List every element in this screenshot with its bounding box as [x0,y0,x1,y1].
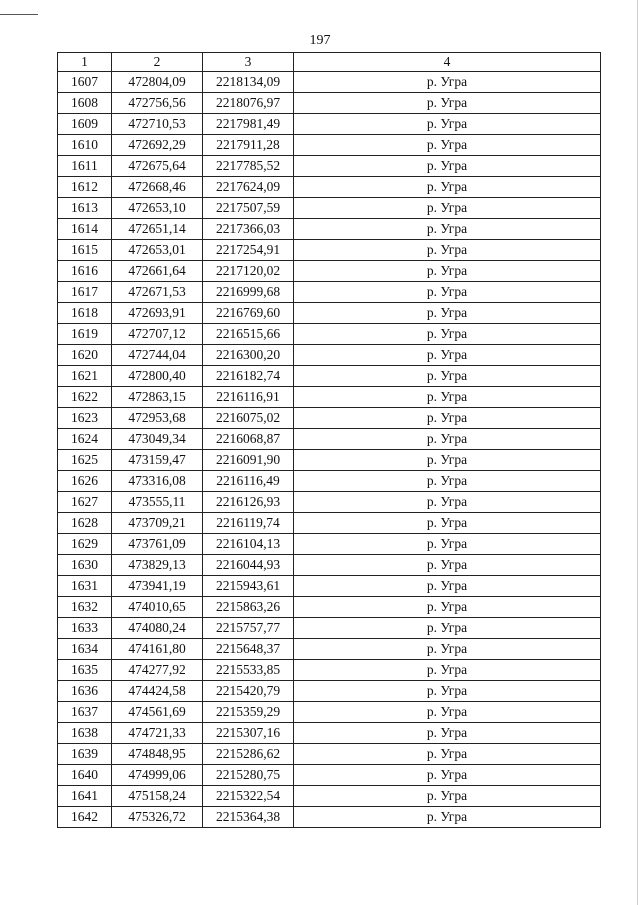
x-coordinate-cell: 472661,64 [112,261,203,282]
x-coordinate-cell: 474161,80 [112,639,203,660]
table-row [58,156,601,177]
y-coordinate-cell: 2216999,68 [203,282,294,303]
point-number-cell: 1611 [58,156,112,177]
point-number-cell: 1630 [58,555,112,576]
x-coordinate-cell: 474848,95 [112,744,203,765]
description-cell: р. Угра [294,345,601,366]
description-cell: р. Угра [294,93,601,114]
point-number-cell: 1634 [58,639,112,660]
description-cell: р. Угра [294,702,601,723]
y-coordinate-cell: 2216091,90 [203,450,294,471]
y-coordinate-cell: 2215286,62 [203,744,294,765]
point-number-cell: 1625 [58,450,112,471]
description-cell: р. Угра [294,114,601,135]
x-coordinate-cell: 474999,06 [112,765,203,786]
point-number-cell: 1618 [58,303,112,324]
x-coordinate-cell: 473941,19 [112,576,203,597]
description-cell: р. Угра [294,681,601,702]
point-number-cell: 1612 [58,177,112,198]
x-coordinate-cell: 472692,29 [112,135,203,156]
description-cell: р. Угра [294,597,601,618]
x-coordinate-cell: 473159,47 [112,450,203,471]
table-row [58,387,601,408]
point-number-cell: 1622 [58,387,112,408]
table-row [58,303,601,324]
y-coordinate-cell: 2216116,91 [203,387,294,408]
y-coordinate-cell: 2216126,93 [203,492,294,513]
x-coordinate-cell: 472693,91 [112,303,203,324]
description-cell: р. Угра [294,72,601,93]
point-number-cell: 1629 [58,534,112,555]
description-cell: р. Угра [294,576,601,597]
y-coordinate-cell: 2216182,74 [203,366,294,387]
description-cell: р. Угра [294,219,601,240]
description-cell: р. Угра [294,618,601,639]
description-cell: р. Угра [294,723,601,744]
point-number-cell: 1609 [58,114,112,135]
x-coordinate-cell: 474561,69 [112,702,203,723]
point-number-cell: 1641 [58,786,112,807]
table-row [58,135,601,156]
point-number-cell: 1620 [58,345,112,366]
table-row [58,744,601,765]
y-coordinate-cell: 2216104,13 [203,534,294,555]
coordinates-table [57,52,601,828]
y-coordinate-cell: 2216515,66 [203,324,294,345]
table-row [58,534,601,555]
x-coordinate-cell: 472800,40 [112,366,203,387]
x-coordinate-cell: 472953,68 [112,408,203,429]
x-coordinate-cell: 475158,24 [112,786,203,807]
table-row [58,597,601,618]
table-row [58,114,601,135]
point-number-cell: 1638 [58,723,112,744]
description-cell: р. Угра [294,807,601,828]
x-coordinate-cell: 473555,11 [112,492,203,513]
y-coordinate-cell: 2215757,77 [203,618,294,639]
table-row [58,492,601,513]
point-number-cell: 1642 [58,807,112,828]
y-coordinate-cell: 2216044,93 [203,555,294,576]
y-coordinate-cell: 2217624,09 [203,177,294,198]
table-row [58,366,601,387]
table-row [58,471,601,492]
x-coordinate-cell: 473709,21 [112,513,203,534]
table-row [58,639,601,660]
description-cell: р. Угра [294,744,601,765]
x-coordinate-cell: 473829,13 [112,555,203,576]
y-coordinate-cell: 2216116,49 [203,471,294,492]
y-coordinate-cell: 2215322,54 [203,786,294,807]
description-cell: р. Угра [294,135,601,156]
table-row [58,198,601,219]
x-coordinate-cell: 472710,53 [112,114,203,135]
point-number-cell: 1639 [58,744,112,765]
x-coordinate-cell: 472756,56 [112,93,203,114]
table-row [58,261,601,282]
column-header-4: 4 [294,53,601,72]
point-number-cell: 1632 [58,597,112,618]
y-coordinate-cell: 2216769,60 [203,303,294,324]
x-coordinate-cell: 472707,12 [112,324,203,345]
point-number-cell: 1616 [58,261,112,282]
point-number-cell: 1635 [58,660,112,681]
y-coordinate-cell: 2215420,79 [203,681,294,702]
x-coordinate-cell: 473049,34 [112,429,203,450]
page-number: 197 [309,33,331,48]
description-cell: р. Угра [294,177,601,198]
table-row [58,282,601,303]
point-number-cell: 1624 [58,429,112,450]
point-number-cell: 1627 [58,492,112,513]
table-row [58,450,601,471]
point-number-cell: 1628 [58,513,112,534]
description-cell: р. Угра [294,324,601,345]
y-coordinate-cell: 2218076,97 [203,93,294,114]
table-body [58,72,601,828]
y-coordinate-cell: 2218134,09 [203,72,294,93]
point-number-cell: 1626 [58,471,112,492]
x-coordinate-cell: 472653,10 [112,198,203,219]
point-number-cell: 1640 [58,765,112,786]
table-row [58,219,601,240]
description-cell: р. Угра [294,156,601,177]
description-cell: р. Угра [294,660,601,681]
description-cell: р. Угра [294,261,601,282]
x-coordinate-cell: 472804,09 [112,72,203,93]
point-number-cell: 1613 [58,198,112,219]
table-row [58,177,601,198]
column-header-1: 1 [58,53,112,72]
x-coordinate-cell: 475326,72 [112,807,203,828]
y-coordinate-cell: 2215533,85 [203,660,294,681]
table-row [58,240,601,261]
scan-edge-mark [0,0,38,15]
table-row [58,786,601,807]
point-number-cell: 1619 [58,324,112,345]
description-cell: р. Угра [294,555,601,576]
x-coordinate-cell: 472668,46 [112,177,203,198]
y-coordinate-cell: 2217120,02 [203,261,294,282]
x-coordinate-cell: 472863,15 [112,387,203,408]
y-coordinate-cell: 2215359,29 [203,702,294,723]
x-coordinate-cell: 473316,08 [112,471,203,492]
point-number-cell: 1607 [58,72,112,93]
point-number-cell: 1621 [58,366,112,387]
table-row [58,807,601,828]
description-cell: р. Угра [294,492,601,513]
x-coordinate-cell: 472651,14 [112,219,203,240]
y-coordinate-cell: 2217254,91 [203,240,294,261]
x-coordinate-cell: 472675,64 [112,156,203,177]
column-header-2: 2 [112,53,203,72]
point-number-cell: 1614 [58,219,112,240]
table-row [58,576,601,597]
description-cell: р. Угра [294,282,601,303]
description-cell: р. Угра [294,471,601,492]
y-coordinate-cell: 2215364,38 [203,807,294,828]
table-row [58,72,601,93]
y-coordinate-cell: 2216300,20 [203,345,294,366]
table-row [58,681,601,702]
table-row [58,660,601,681]
y-coordinate-cell: 2217507,59 [203,198,294,219]
x-coordinate-cell: 472744,04 [112,345,203,366]
description-cell: р. Угра [294,765,601,786]
table-row [58,702,601,723]
x-coordinate-cell: 472653,01 [112,240,203,261]
x-coordinate-cell: 473761,09 [112,534,203,555]
y-coordinate-cell: 2216068,87 [203,429,294,450]
table-row [58,345,601,366]
table-row [58,555,601,576]
scan-right-edge [637,0,638,905]
y-coordinate-cell: 2215863,26 [203,597,294,618]
description-cell: р. Угра [294,408,601,429]
description-cell: р. Угра [294,450,601,471]
y-coordinate-cell: 2217785,52 [203,156,294,177]
description-cell: р. Угра [294,534,601,555]
table-row [58,618,601,639]
point-number-cell: 1617 [58,282,112,303]
y-coordinate-cell: 2215280,75 [203,765,294,786]
table-row [58,408,601,429]
x-coordinate-cell: 474080,24 [112,618,203,639]
x-coordinate-cell: 474010,65 [112,597,203,618]
description-cell: р. Угра [294,786,601,807]
x-coordinate-cell: 474424,58 [112,681,203,702]
description-cell: р. Угра [294,639,601,660]
point-number-cell: 1631 [58,576,112,597]
x-coordinate-cell: 474721,33 [112,723,203,744]
x-coordinate-cell: 472671,53 [112,282,203,303]
description-cell: р. Угра [294,198,601,219]
point-number-cell: 1633 [58,618,112,639]
point-number-cell: 1608 [58,93,112,114]
description-cell: р. Угра [294,513,601,534]
table-row [58,429,601,450]
y-coordinate-cell: 2217911,28 [203,135,294,156]
description-cell: р. Угра [294,366,601,387]
table-row [58,93,601,114]
y-coordinate-cell: 2215943,61 [203,576,294,597]
table-row [58,513,601,534]
table-header-row [58,53,601,72]
point-number-cell: 1623 [58,408,112,429]
table-row [58,723,601,744]
y-coordinate-cell: 2216119,74 [203,513,294,534]
table-row [58,324,601,345]
description-cell: р. Угра [294,303,601,324]
description-cell: р. Угра [294,429,601,450]
description-cell: р. Угра [294,387,601,408]
point-number-cell: 1610 [58,135,112,156]
table-row [58,765,601,786]
description-cell: р. Угра [294,240,601,261]
y-coordinate-cell: 2215307,16 [203,723,294,744]
y-coordinate-cell: 2217366,03 [203,219,294,240]
point-number-cell: 1615 [58,240,112,261]
y-coordinate-cell: 2217981,49 [203,114,294,135]
y-coordinate-cell: 2215648,37 [203,639,294,660]
column-header-3: 3 [203,53,294,72]
point-number-cell: 1636 [58,681,112,702]
x-coordinate-cell: 474277,92 [112,660,203,681]
y-coordinate-cell: 2216075,02 [203,408,294,429]
point-number-cell: 1637 [58,702,112,723]
